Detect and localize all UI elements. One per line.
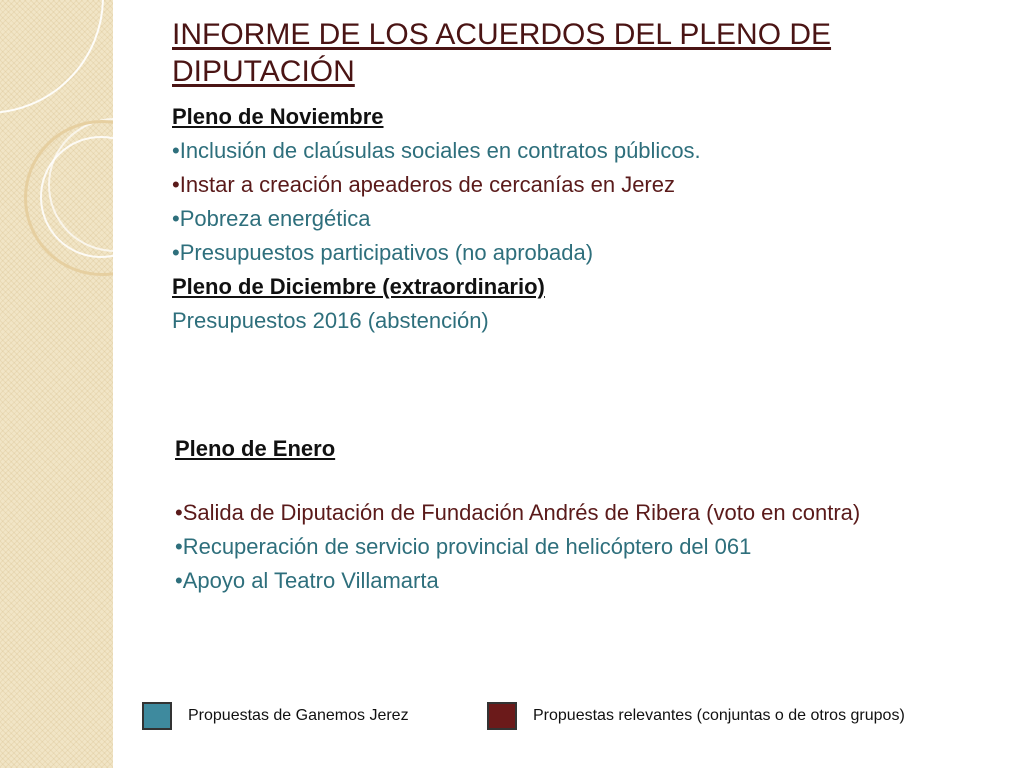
legend-swatch-ganemos (142, 702, 172, 730)
heading-diciembre: Pleno de Diciembre (extraordinario) (172, 274, 545, 299)
decorative-ring (0, 0, 104, 114)
legend-label-ganemos: Propuestas de Ganemos Jerez (188, 707, 409, 724)
legend-label-relevantes: Propuestas relevantes (conjuntas o de otros grupos) (533, 707, 905, 724)
list-item: •Presupuestos participativos (no aprobada) (172, 240, 594, 265)
section-enero (175, 432, 915, 598)
slide-title: INFORME DE LOS ACUERDOS DEL PLENO DE DIPUTACIÓN (172, 18, 832, 88)
heading-noviembre: Pleno de Noviembre (172, 104, 384, 129)
list-item: •Pobreza energética (172, 206, 371, 231)
list-item: •Apoyo al Teatro Villamarta (175, 568, 439, 593)
list-item: •Inclusión de claúsulas sociales en contratos públicos. (172, 138, 701, 163)
section-noviembre-diciembre (172, 100, 872, 338)
legend-swatch-relevantes (487, 702, 517, 730)
legend-ganemos (142, 702, 409, 730)
list-item: •Recuperación de servicio provincial de helicóptero del 061 (175, 534, 752, 559)
decorative-sidebar (0, 0, 113, 768)
list-item: •Salida de Diputación de Fundación Andrés de Ribera (voto en contra) (175, 500, 861, 525)
heading-enero: Pleno de Enero (175, 436, 336, 461)
list-item: Presupuestos 2016 (abstención) (172, 308, 489, 333)
list-item: •Instar a creación apeaderos de cercanías en Jerez (172, 172, 675, 197)
legend-relevantes (487, 702, 905, 730)
